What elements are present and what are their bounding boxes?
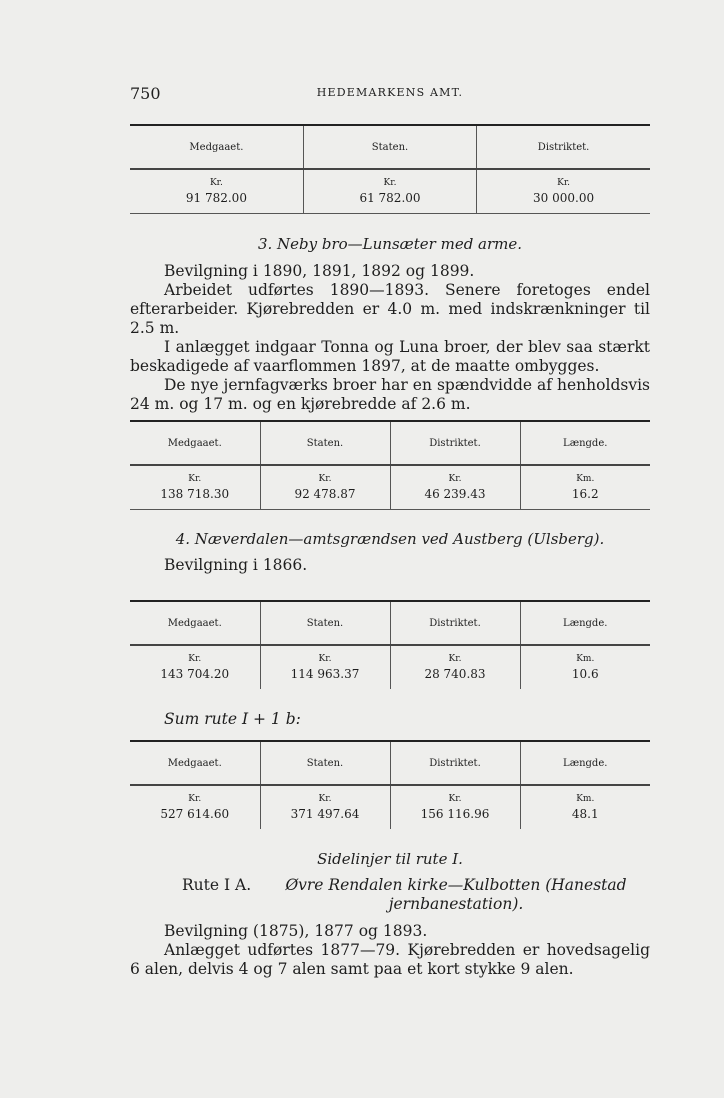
amount-value: 28 740.83 — [424, 667, 486, 681]
column-header: Medgaaet. — [130, 421, 260, 465]
amount-value: 371 497.64 — [290, 807, 360, 821]
unit-label: Kr. — [188, 474, 202, 484]
table-cell — [520, 465, 650, 510]
unit-label: Kr. — [448, 474, 462, 484]
unit-label: Kr. — [318, 474, 332, 484]
amount-value: 156 116.96 — [420, 807, 490, 821]
table-cell — [303, 169, 476, 214]
table-cell — [477, 169, 650, 214]
column-header: Distriktet. — [477, 125, 650, 169]
table-cell — [520, 645, 650, 689]
column-header: Længde. — [520, 741, 650, 785]
cost-table-sum — [130, 740, 650, 829]
column-header: Distriktet. — [390, 601, 520, 645]
column-header: Distriktet. — [390, 741, 520, 785]
column-header: Distriktet. — [390, 421, 520, 465]
unit-label: Kr. — [448, 794, 462, 804]
page-header — [130, 84, 650, 104]
table-cell — [390, 645, 520, 689]
unit-label: Kr. — [188, 654, 202, 664]
unit-label: Kr. — [188, 794, 202, 804]
amount-value: 30 000.00 — [533, 191, 595, 205]
length-value: 48.1 — [571, 807, 599, 821]
table-cell — [390, 785, 520, 829]
amount-value: 92 478.87 — [294, 487, 356, 501]
unit-label: Km. — [576, 654, 595, 664]
amount-value: 143 704.20 — [160, 667, 230, 681]
section-3-heading: 3. Neby bro—Lunsæter med arme. — [257, 235, 523, 253]
unit-label: Km. — [576, 474, 595, 484]
unit-label: Kr. — [209, 178, 223, 188]
unit-label: Kr. — [383, 178, 397, 188]
amount-value: 527 614.60 — [160, 807, 230, 821]
table-cell — [130, 169, 303, 214]
unit-label: Kr. — [557, 178, 571, 188]
table-cell — [260, 785, 390, 829]
column-header: Staten. — [260, 421, 390, 465]
amount-value: 114 963.37 — [290, 667, 360, 681]
column-header: Medgaaet. — [130, 741, 260, 785]
paragraph: De nye jernfagværks broer har en spændvidde af henholdsvis 24 m. og 17 m. og en kjørebredde af 2.6 m. — [130, 376, 650, 413]
page-number: 750 — [130, 84, 161, 103]
cost-table-2 — [130, 420, 650, 510]
paragraph: Anlægget udførtes 1877—79. Kjørebredden er hovedsagelig 6 alen, delvis 4 og 7 alen samt paa et kort stykke 9 alen. — [130, 941, 650, 978]
amount-value: 61 782.00 — [359, 191, 421, 205]
sidelinjer-heading: Sidelinjer til rute I. — [317, 850, 463, 868]
column-header: Længde. — [520, 601, 650, 645]
unit-label: Kr. — [448, 654, 462, 664]
sum-label: Sum rute I + 1 b: — [164, 710, 301, 728]
paragraph: Bevilgning i 1890, 1891, 1892 og 1899. — [164, 262, 475, 280]
column-header: Staten. — [260, 741, 390, 785]
unit-label: Km. — [576, 794, 595, 804]
paragraph: Bevilgning i 1866. — [164, 556, 308, 574]
column-header: Længde. — [520, 421, 650, 465]
unit-label: Kr. — [318, 794, 332, 804]
route-body — [130, 922, 650, 979]
column-header: Medgaaet. — [130, 125, 303, 169]
table-cell — [520, 785, 650, 829]
route-title: Øvre Rendalen kirke—Kulbotten (Hanestad jernbanestation). — [285, 876, 627, 913]
length-value: 16.2 — [571, 487, 599, 501]
paragraph: I anlægget indgaar Tonna og Luna broer, der blev saa stærkt beskadigede af vaarflommen 1897, at de maatte ombygges. — [130, 338, 650, 375]
unit-label: Kr. — [318, 654, 332, 664]
paragraph: Arbeidet udførtes 1890—1893. Senere foretoges endel efterarbeider. Kjørebredden er 4.0 m. med indskrænkninger til 2.5 m. — [130, 281, 650, 337]
amount-value: 91 782.00 — [185, 191, 247, 205]
paragraph: Bevilgning (1875), 1877 og 1893. — [164, 922, 428, 940]
table-cell — [260, 465, 390, 510]
section-4-heading: 4. Næverdalen—amtsgrændsen ved Austberg (Ulsberg). — [175, 530, 605, 548]
column-header: Staten. — [260, 601, 390, 645]
table-cell — [130, 465, 260, 510]
route-label: Rute I A. — [182, 876, 252, 894]
table-cell — [260, 645, 390, 689]
table-cell — [130, 645, 260, 689]
amount-value: 46 239.43 — [424, 487, 486, 501]
length-value: 10.6 — [571, 667, 599, 681]
column-header: Medgaaet. — [130, 601, 260, 645]
column-header: Staten. — [303, 125, 476, 169]
section-3-body — [130, 262, 650, 414]
cost-table-1 — [130, 124, 650, 214]
table-cell — [130, 785, 260, 829]
section-4-body — [130, 556, 650, 575]
cost-table-3 — [130, 600, 650, 689]
amount-value: 138 718.30 — [160, 487, 230, 501]
table-cell — [390, 465, 520, 510]
running-head: HEDEMARKENS AMT. — [316, 86, 464, 99]
